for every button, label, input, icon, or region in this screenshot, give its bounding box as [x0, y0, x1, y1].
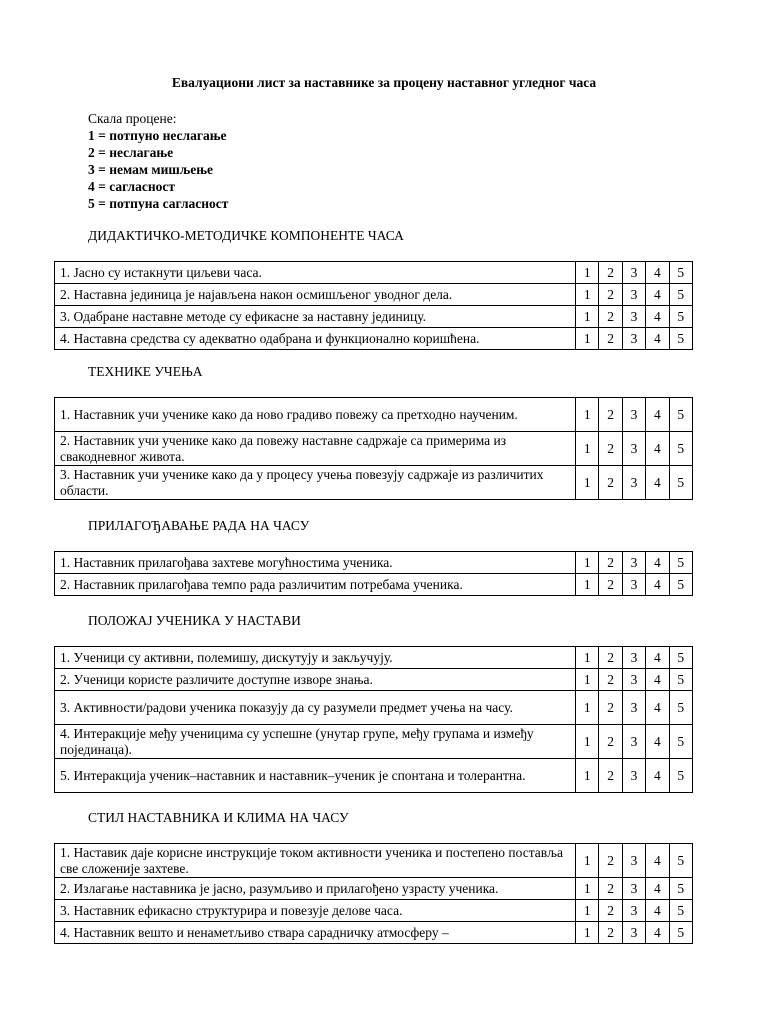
criterion-text: 3. Одабране наставне методе су ефикасне за наставну јединицу. — [55, 306, 576, 328]
criterion-text: 5. Интеракција ученик–наставник и наставник–ученик је спонтана и толерантна. — [55, 759, 576, 793]
rating-option-4[interactable]: 4 — [646, 306, 669, 328]
table-row — [55, 284, 693, 306]
rating-option-1[interactable]: 1 — [576, 466, 599, 500]
rating-option-5[interactable]: 5 — [669, 262, 692, 284]
criterion-text: 4. Наставник вешто и ненаметљиво ствара сарадничку атмосферу – — [55, 922, 576, 944]
table-row — [55, 691, 693, 725]
rating-option-2[interactable]: 2 — [599, 900, 622, 922]
criterion-text: 4. Наставна средства су адекватно одабрана и функционално коришћена. — [55, 328, 576, 350]
rating-option-4[interactable]: 4 — [646, 432, 669, 466]
rating-option-4[interactable]: 4 — [646, 262, 669, 284]
rating-option-2[interactable]: 2 — [599, 306, 622, 328]
table-row — [55, 574, 693, 596]
rating-option-3[interactable]: 3 — [622, 691, 645, 725]
rating-option-3[interactable]: 3 — [622, 878, 645, 900]
table-row — [55, 328, 693, 350]
rating-option-3[interactable]: 3 — [622, 306, 645, 328]
scale-item: 4 = сагласност — [88, 179, 176, 194]
rating-option-3[interactable]: 3 — [622, 725, 645, 759]
rating-option-3[interactable]: 3 — [622, 398, 645, 432]
rating-option-3[interactable]: 3 — [622, 669, 645, 691]
rating-option-2[interactable]: 2 — [599, 262, 622, 284]
rating-option-5[interactable]: 5 — [669, 844, 692, 878]
criterion-text: 1. Наставик даје корисне инструкције током активности ученика и постепено поставља све сложеније захтеве. — [55, 844, 576, 878]
rating-option-1[interactable]: 1 — [576, 725, 599, 759]
criterion-text: 2. Ученици користе различите доступне изворе знања. — [55, 669, 576, 691]
rating-option-5[interactable]: 5 — [669, 691, 692, 725]
document-title: Евалуациони лист за наставнике за процену наставног угледног часа — [171, 75, 597, 90]
scale-item: 1 = потпуно неслагање — [88, 128, 227, 143]
rating-option-5[interactable]: 5 — [669, 922, 692, 944]
rating-option-2[interactable]: 2 — [599, 284, 622, 306]
criterion-text: 1. Јасно су истакнути циљеви часа. — [55, 262, 576, 284]
rating-option-3[interactable]: 3 — [622, 284, 645, 306]
rating-option-1[interactable]: 1 — [576, 691, 599, 725]
rating-option-4[interactable]: 4 — [646, 552, 669, 574]
rating-option-3[interactable]: 3 — [622, 844, 645, 878]
scale-label: Скала процене: — [88, 111, 177, 126]
rating-option-1[interactable]: 1 — [576, 284, 599, 306]
rating-option-3[interactable]: 3 — [622, 574, 645, 596]
rating-option-3[interactable]: 3 — [622, 262, 645, 284]
section-heading: ДИДАКТИЧКО-МЕТОДИЧКЕ КОМПОНЕНТЕ ЧАСА — [88, 228, 404, 243]
rating-option-3[interactable]: 3 — [622, 552, 645, 574]
section-heading: ПОЛОЖАЈ УЧЕНИКА У НАСТАВИ — [88, 613, 301, 628]
criterion-text: 1. Ученици су активни, полемишу, дискутују и закључују. — [55, 647, 576, 669]
table-row — [55, 759, 693, 793]
rating-option-1[interactable]: 1 — [576, 844, 599, 878]
section-heading: СТИЛ НАСТАВНИКА И КЛИМА НА ЧАСУ — [88, 810, 349, 825]
rating-option-2[interactable]: 2 — [599, 328, 622, 350]
rating-option-5[interactable]: 5 — [669, 725, 692, 759]
rating-scale — [88, 110, 228, 212]
rating-option-1[interactable]: 1 — [576, 900, 599, 922]
rating-option-5[interactable]: 5 — [669, 647, 692, 669]
criterion-text: 3. Наставник ефикасно структурира и повезује делове часа. — [55, 900, 576, 922]
criterion-text: 4. Интеракције међу ученицима су успешне (унутар групе, међу групама и између појединаца). — [55, 725, 576, 759]
rating-option-1[interactable]: 1 — [576, 669, 599, 691]
rating-option-3[interactable]: 3 — [622, 432, 645, 466]
table-row — [55, 900, 693, 922]
rating-option-1[interactable]: 1 — [576, 328, 599, 350]
criterion-text: 3. Активности/радови ученика показују да су разумели предмет учења на часу. — [55, 691, 576, 725]
rating-option-2[interactable]: 2 — [599, 844, 622, 878]
scale-item: 5 = потпуна сагласност — [88, 196, 229, 211]
table-row — [55, 552, 693, 574]
rating-option-4[interactable]: 4 — [646, 669, 669, 691]
rating-option-3[interactable]: 3 — [622, 900, 645, 922]
rating-option-2[interactable]: 2 — [599, 466, 622, 500]
criterion-text: 2. Наставник прилагођава темпо рада различитим потребама ученика. — [55, 574, 576, 596]
rating-option-4[interactable]: 4 — [646, 922, 669, 944]
table-row — [55, 432, 693, 466]
scale-item: 2 = неслагање — [88, 145, 174, 160]
rating-option-1[interactable]: 1 — [576, 878, 599, 900]
scale-item: 3 = немам мишљење — [88, 162, 214, 177]
table-row — [55, 844, 693, 878]
rating-option-3[interactable]: 3 — [622, 647, 645, 669]
rating-option-1[interactable]: 1 — [576, 306, 599, 328]
rating-option-2[interactable]: 2 — [599, 398, 622, 432]
criterion-text: 2. Наставник учи ученике како да повежу наставне садржаје са примерима из свакодневног живота. — [55, 432, 576, 466]
rating-option-4[interactable]: 4 — [646, 759, 669, 793]
table-row — [55, 262, 693, 284]
rating-option-2[interactable]: 2 — [599, 878, 622, 900]
rating-option-1[interactable]: 1 — [576, 759, 599, 793]
rating-option-5[interactable]: 5 — [669, 328, 692, 350]
rating-option-4[interactable]: 4 — [646, 574, 669, 596]
rating-option-4[interactable]: 4 — [646, 725, 669, 759]
table-row — [55, 306, 693, 328]
rating-option-3[interactable]: 3 — [622, 466, 645, 500]
criterion-text: 2. Излагање наставника је јасно, разумљиво и прилагођено узрасту ученика. — [55, 878, 576, 900]
rating-option-4[interactable]: 4 — [646, 647, 669, 669]
table-row — [55, 725, 693, 759]
rating-table — [54, 646, 693, 793]
rating-table — [54, 397, 693, 500]
rating-option-2[interactable]: 2 — [599, 691, 622, 725]
rating-option-4[interactable]: 4 — [646, 900, 669, 922]
criterion-text: 3. Наставник учи ученике како да у процесу учења повезују садржаје из различитих области. — [55, 466, 576, 500]
rating-option-2[interactable]: 2 — [599, 669, 622, 691]
rating-option-3[interactable]: 3 — [622, 759, 645, 793]
rating-option-4[interactable]: 4 — [646, 878, 669, 900]
rating-option-4[interactable]: 4 — [646, 844, 669, 878]
table-row — [55, 466, 693, 500]
rating-option-5[interactable]: 5 — [669, 398, 692, 432]
rating-option-1[interactable]: 1 — [576, 398, 599, 432]
section-heading: ТЕХНИКЕ УЧЕЊА — [88, 364, 203, 379]
rating-table — [54, 261, 693, 350]
criterion-text: 1. Наставник прилагођава захтеве могућностима ученика. — [55, 552, 576, 574]
rating-option-5[interactable]: 5 — [669, 878, 692, 900]
rating-option-3[interactable]: 3 — [622, 328, 645, 350]
rating-option-5[interactable]: 5 — [669, 759, 692, 793]
rating-option-5[interactable]: 5 — [669, 466, 692, 500]
rating-option-5[interactable]: 5 — [669, 669, 692, 691]
rating-option-2[interactable]: 2 — [599, 432, 622, 466]
rating-option-1[interactable]: 1 — [576, 262, 599, 284]
rating-option-4[interactable]: 4 — [646, 284, 669, 306]
rating-option-2[interactable]: 2 — [599, 922, 622, 944]
rating-option-2[interactable]: 2 — [599, 725, 622, 759]
rating-option-2[interactable]: 2 — [599, 759, 622, 793]
rating-option-5[interactable]: 5 — [669, 900, 692, 922]
rating-option-5[interactable]: 5 — [669, 306, 692, 328]
rating-option-4[interactable]: 4 — [646, 328, 669, 350]
rating-option-1[interactable]: 1 — [576, 552, 599, 574]
rating-option-3[interactable]: 3 — [622, 922, 645, 944]
table-row — [55, 922, 693, 944]
rating-option-1[interactable]: 1 — [576, 432, 599, 466]
rating-table — [54, 843, 693, 944]
rating-option-2[interactable]: 2 — [599, 647, 622, 669]
rating-option-1[interactable]: 1 — [576, 647, 599, 669]
rating-table — [54, 551, 693, 596]
rating-option-2[interactable]: 2 — [599, 574, 622, 596]
rating-option-5[interactable]: 5 — [669, 552, 692, 574]
rating-option-1[interactable]: 1 — [576, 922, 599, 944]
rating-option-4[interactable]: 4 — [646, 691, 669, 725]
criterion-text: 1. Наставник учи ученике како да ново градиво повежу са претходно наученим. — [55, 398, 576, 432]
table-row — [55, 878, 693, 900]
table-row — [55, 647, 693, 669]
criterion-text: 2. Наставна јединица је најављена након осмишљеног уводног дела. — [55, 284, 576, 306]
table-row — [55, 669, 693, 691]
rating-option-1[interactable]: 1 — [576, 574, 599, 596]
section-heading: ПРИЛАГОЂАВАЊЕ РАДА НА ЧАСУ — [88, 518, 310, 533]
rating-option-4[interactable]: 4 — [646, 398, 669, 432]
rating-option-4[interactable]: 4 — [646, 466, 669, 500]
rating-option-5[interactable]: 5 — [669, 574, 692, 596]
rating-option-5[interactable]: 5 — [669, 284, 692, 306]
rating-option-5[interactable]: 5 — [669, 432, 692, 466]
table-row — [55, 398, 693, 432]
rating-option-2[interactable]: 2 — [599, 552, 622, 574]
